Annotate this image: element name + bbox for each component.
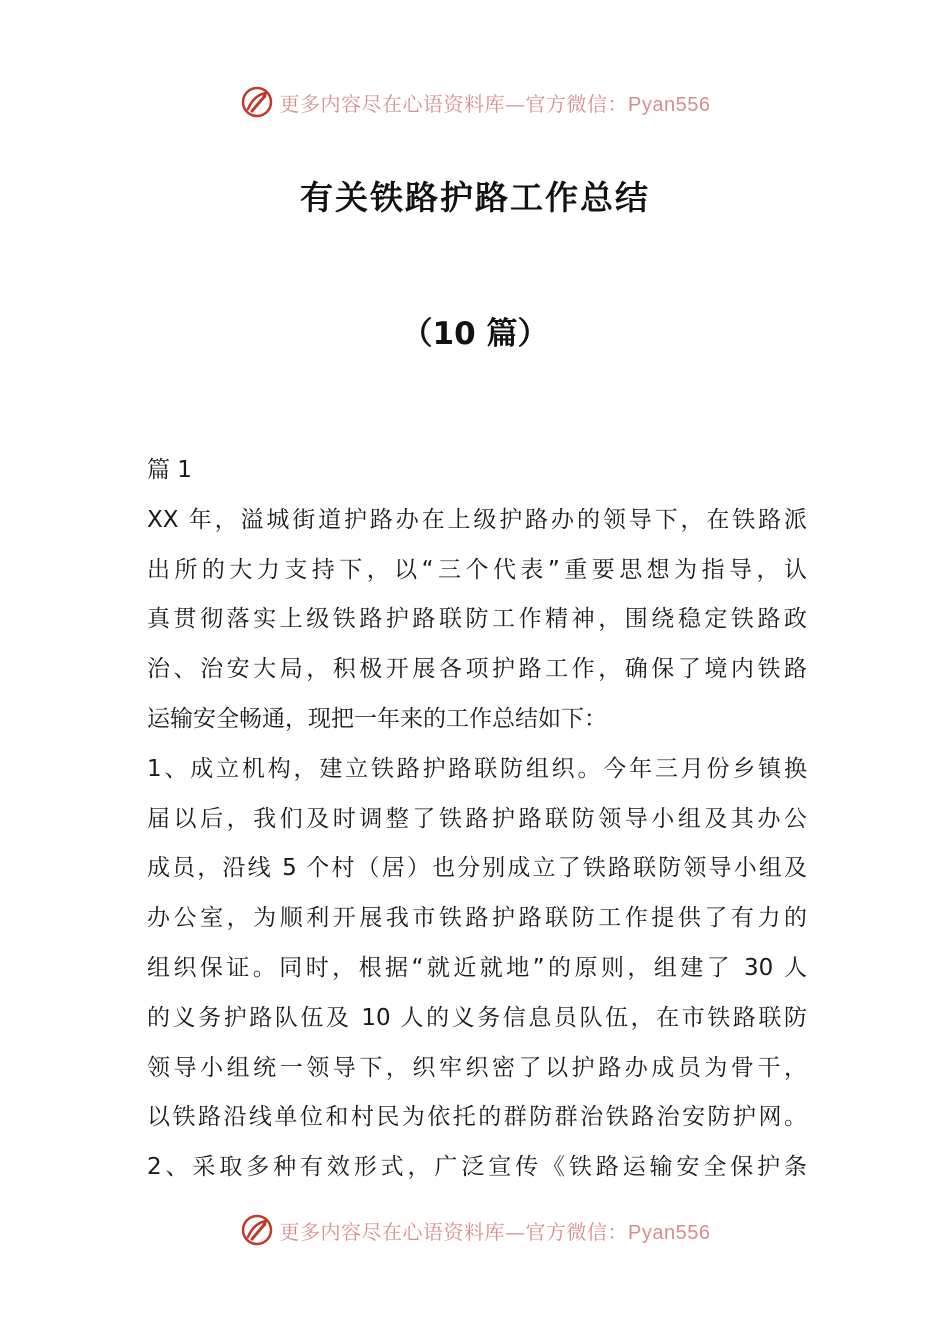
paragraph-line: 2、采取多种有效形式，广泛宣传《铁路运输安全保护条 [147,1154,807,1181]
footer-watermark-text: 更多内容尽在心语资料库—官方微信：Pyan556 [279,1219,711,1244]
document-body [147,446,807,1193]
paragraph-line: 办公室，为顺利开展我市铁路护路联防工作提供了有力的 [147,905,807,932]
paragraph-line: 出所的大力支持下，以“三个代表”重要思想为指导，认 [147,556,807,583]
section-label: 篇 1 [147,457,192,483]
paragraph-line: 组织保证。同时，根据“就近就地”的原则，组建了 30 人 [147,954,807,981]
footer-watermark [0,1210,950,1250]
paragraph-line: 成员，沿线 5 个村（居）也分别成立了铁路联防领导小组及 [147,855,807,882]
pen-logo-icon [240,85,274,119]
paragraph-line: 运输安全畅通，现把一年来的工作总结如下： [147,705,607,732]
pen-logo-icon [240,1213,274,1247]
paragraph-line: 治、治安大局，积极开展各项护路工作，确保了境内铁路 [147,656,807,683]
paragraph-line: 1、成立机构，建立铁路护路联防组织。今年三月份乡镇换 [147,755,807,782]
paragraph-line: 领导小组统一领导下，织牢织密了以护路办成员为骨干， [147,1054,807,1081]
paragraph-line: 以铁路沿线单位和村民为依托的群防群治铁路治安防护网。 [147,1104,807,1131]
document-title: 有关铁路护路工作总结 [300,178,650,217]
paragraph-line: 真贯彻落实上级铁路护路联防工作精神，围绕稳定铁路政 [147,606,807,633]
header-watermark-text: 更多内容尽在心语资料库—官方微信：Pyan556 [279,91,711,116]
paragraph-line: XX 年，溢城街道护路办在上级护路办的领导下，在铁路派 [147,506,807,533]
header-watermark [0,82,950,122]
paragraph-line: 的义务护路队伍及 10 人的义务信息员队伍，在市铁路联防 [147,1004,807,1031]
paragraph-line: 届以后，我们及时调整了铁路护路联防领导小组及其办公 [147,805,807,832]
document-subtitle: （10 篇） [401,316,549,352]
